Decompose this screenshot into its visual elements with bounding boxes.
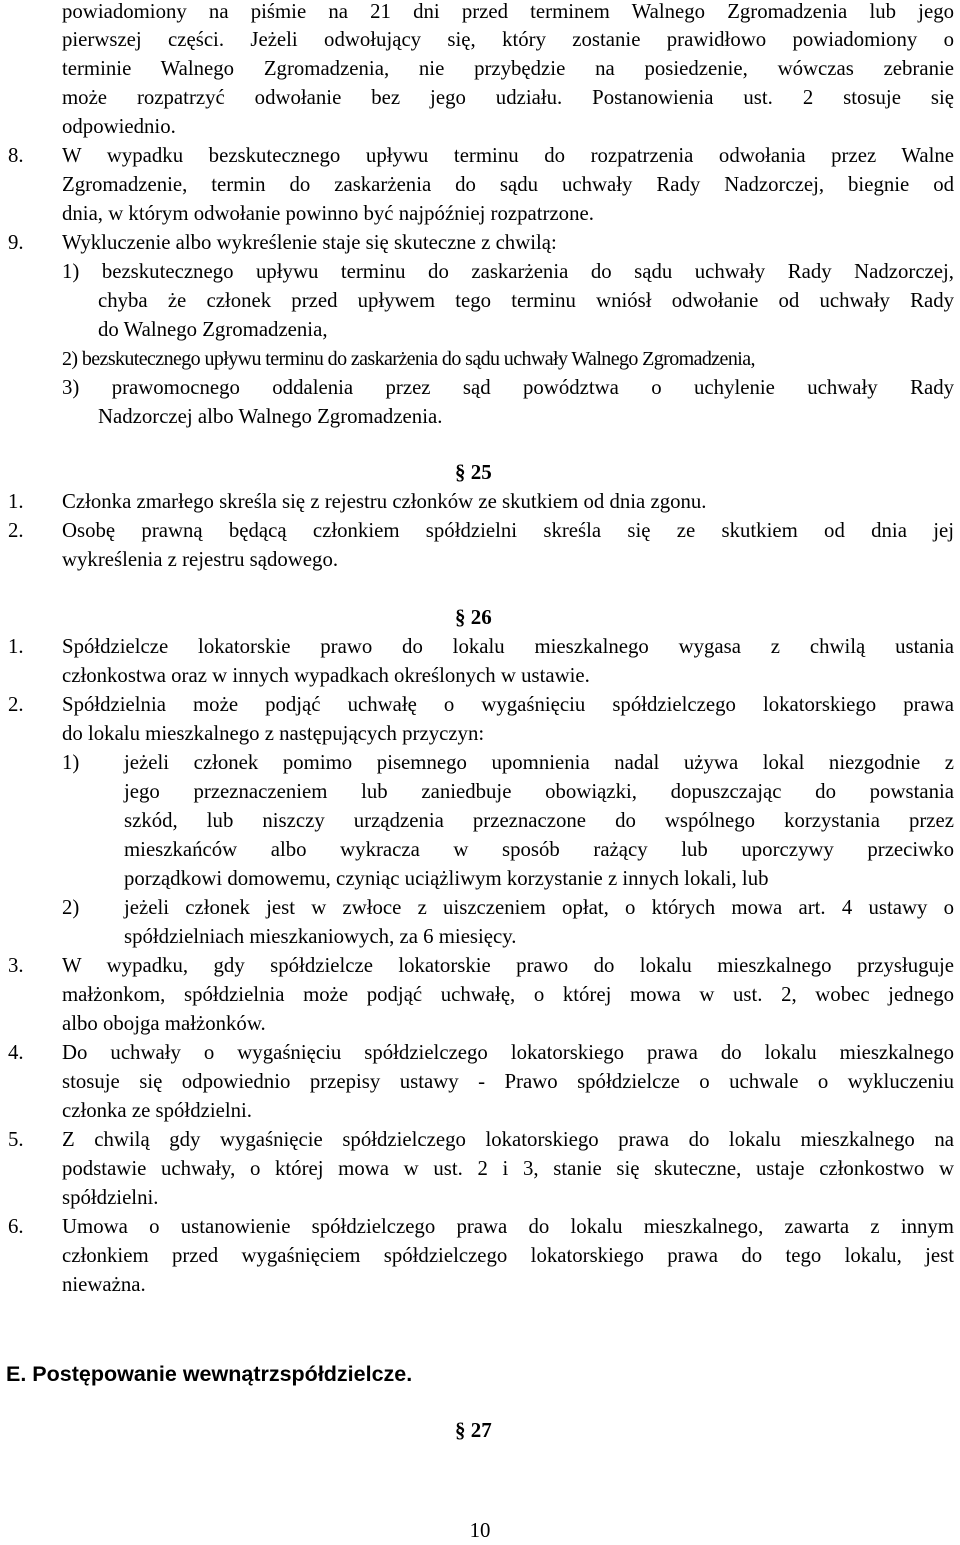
text-line: nieważna. <box>62 1273 146 1296</box>
text-line: albo obojga małżonków. <box>62 1012 266 1035</box>
text-line: jego przeznaczeniem lub zaniedbuje obowiązki, dopuszczając do powstania <box>124 780 954 803</box>
text-line: powiadomiony na piśmie na 21 dni przed terminem Walnego Zgromadzenia lub jego <box>62 0 954 23</box>
list-item: 1. Członka zmarłego skreśla się z rejestru członków ze skutkiem od dnia zgonu. <box>8 490 707 513</box>
list-item: 3. W wypadku, gdy spółdzielcze lokatorskie prawo do lokalu mieszkalnego przysługuje <box>8 954 954 977</box>
text-line: podstawie uchwały, o której mowa w ust. 2 i 3, stanie się skuteczne, ustaje członkostwo w <box>62 1157 954 1180</box>
text-line: Nadzorczej albo Walnego Zgromadzenia. <box>98 405 443 428</box>
text-line: mieszkańców albo wykracza w sposób rażący lub uporczywy przeciwko <box>124 838 954 861</box>
text-line: terminie Walnego Zgromadzenia, nie przybędzie na posiedzenie, wówczas zebranie <box>62 57 954 80</box>
text-line: spółdzielniach mieszkaniowych, za 6 miesięcy. <box>124 925 517 948</box>
item-number: 8. <box>8 144 24 167</box>
paragraph-heading: § 26 <box>455 605 492 629</box>
text-line: pierwszej części. Jeżeli odwołujący się, który zostanie prawidłowo powiadomiony o <box>62 28 954 51</box>
text-line: spółdzielni. <box>62 1186 159 1209</box>
text-line: członkiem przed wygaśnięciem spółdzielczego lokatorskiego prawa do tego lokalu, jest <box>62 1244 954 1267</box>
text-line: 2) bezskutecznego upływu terminu do zaskarżenia do sądu uchwały Walnego Zgromadzenia, <box>62 348 755 370</box>
list-item: 2. Osobę prawną będącą członkiem spółdzielni skreśla się ze skutkiem od dnia jej <box>8 519 954 542</box>
item-number: 9. <box>8 231 24 254</box>
text-line: 3) prawomocnego oddalenia przez sąd powództwa o uchylenie uchwały Rady <box>62 376 954 399</box>
text-line: Zgromadzenie, termin do zaskarżenia do sądu uchwały Rady Nadzorczej, biegnie od <box>62 173 954 196</box>
text-line: członka ze spółdzielni. <box>62 1099 252 1122</box>
text-line: chyba że członek przed upływem tego terminu wniósł odwołanie od uchwały Rady <box>98 289 954 312</box>
text-line: porządkowi domowemu, czyniąc uciążliwym korzystanie z innych lokali, lub <box>124 867 769 890</box>
text-line: może rozpatrzyć odwołanie bez jego udziału. Postanowienia ust. 2 stosuje się <box>62 86 954 109</box>
text-line: stosuje się odpowiednio przepisy ustawy - Prawo spółdzielcze o uchwale o wykluczeniu <box>62 1070 954 1093</box>
list-item: 2. Spółdzielnia może podjąć uchwałę o wygaśnięciu spółdzielczego lokatorskiego prawa <box>8 693 954 716</box>
text-line: szkód, lub niszczy urządzenia przeznaczone do wspólnego korzystania przez <box>124 809 954 832</box>
paragraph-heading: § 25 <box>455 460 492 484</box>
list-item: 5. Z chwilą gdy wygaśnięcie spółdzielczego lokatorskiego prawa do lokalu mieszkalnego na <box>8 1128 954 1151</box>
list-item-8: 8. W wypadku bezskutecznego upływu terminu do rozpatrzenia odwołania przez Walne <box>0 142 960 170</box>
text-line: do Walnego Zgromadzenia, <box>98 318 328 341</box>
page-number: 10 <box>469 1519 491 1542</box>
section-heading: E. Postępowanie wewnątrzspółdzielcze. <box>6 1362 413 1386</box>
list-item: 6. Umowa o ustanowienie spółdzielczego prawa do lokalu mieszkalnego, zawarta z innym <box>8 1215 954 1238</box>
paragraph-heading: § 27 <box>455 1418 492 1442</box>
text-line: 1) bezskutecznego upływu terminu do zaskarżenia do sądu uchwały Rady Nadzorczej, <box>62 260 954 283</box>
list-item: 4. Do uchwały o wygaśnięciu spółdzielczego lokatorskiego prawa do lokalu mieszkalnego <box>8 1041 954 1064</box>
list-item: 1. Spółdzielcze lokatorskie prawo do lokalu mieszkalnego wygasa z chwilą ustania <box>8 635 954 658</box>
text-line: wykreślenia z rejestru sądowego. <box>62 548 339 571</box>
sub-item: 2) jeżeli członek jest w zwłoce z uiszczeniem opłat, o których mowa art. 4 ustawy o <box>62 896 954 919</box>
text-line: dnia, w którym odwołanie powinno być najpóźniej rozpatrzone. <box>62 202 594 225</box>
sub-item: 1) jeżeli członek pomimo pisemnego upomnienia nadal używa lokal niezgodnie z <box>62 751 954 774</box>
text-line: członkostwa oraz w innych wypadkach określonych w ustawie. <box>62 664 590 687</box>
text-line: małżonkom, spółdzielnia może podjąć uchwałę, o której mowa w ust. 2, wobec jednego <box>62 983 954 1006</box>
list-item-9: 9. Wykluczenie albo wykreślenie staje się skuteczne z chwilą: <box>0 229 960 257</box>
text-line: odpowiednio. <box>62 115 176 138</box>
text-line: do lokalu mieszkalnego z następujących przyczyn: <box>62 722 485 745</box>
